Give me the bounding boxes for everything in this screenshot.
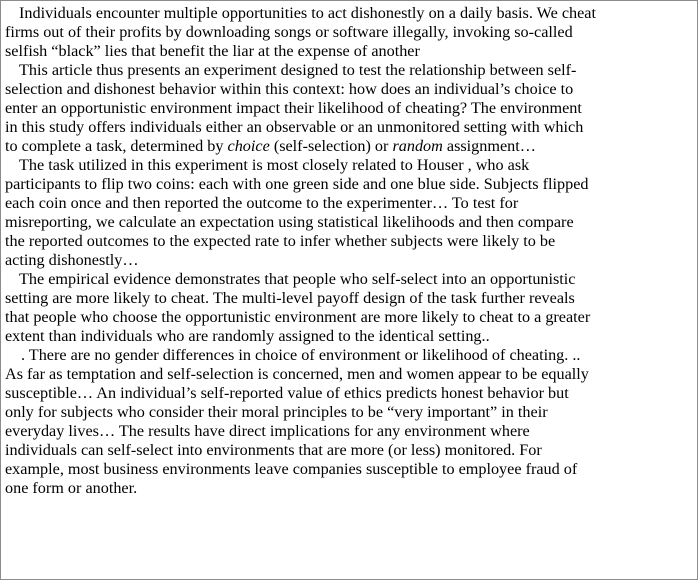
paragraph-4 [5, 270, 695, 346]
text-run: assignment… [442, 137, 536, 155]
paragraph-2 [5, 61, 695, 156]
text-line: selfish “black” lies that benefit the liar at the expense of another [5, 42, 420, 60]
text-line: The empirical evidence demonstrates that people who self-select into an opportunistic [19, 270, 576, 288]
text-line: only for subjects who consider their moral principles to be “very important” in their [5, 403, 548, 421]
text-line: selection and dishonest behavior within this context: how does an individual’s choice to [5, 80, 574, 98]
text-line: This article thus presents an experiment designed to test the relationship between self- [19, 61, 577, 79]
italic-random: random [392, 137, 443, 155]
text-line: example, most business environments leave companies susceptible to employee fraud of [5, 460, 578, 478]
text-line: in this study offers individuals either an observable or an unmonitored setting with which [5, 118, 584, 136]
paragraph-3 [5, 156, 695, 270]
text-line: the reported outcomes to the expected rate to infer whether subjects were likely to be [5, 232, 556, 250]
text-line: extent than individuals who are randomly assigned to the identical setting.. [5, 327, 490, 345]
text-line: The task utilized in this experiment is most closely related to Houser , who ask [19, 156, 530, 174]
text-line: that people who choose the opportunistic environment are more likely to cheat to a greater [5, 308, 591, 326]
text-line: enter an opportunistic environment impact their likelihood of cheating? The environment [5, 99, 582, 117]
text-line: each coin once and then reported the outcome to the experimenter… To test for [5, 194, 519, 212]
text-line: firms out of their profits by downloading songs or software illegally, invoking so-called [5, 23, 573, 41]
paragraph-1 [5, 4, 695, 61]
text-line: susceptible… An individual’s self-reported value of ethics predicts honest behavior but [5, 384, 569, 402]
text-run: (self-selection) or [269, 137, 393, 155]
text-line: As far as temptation and self-selection is concerned, men and women appear to be equally [5, 365, 589, 383]
text-line: Individuals encounter multiple opportunities to act dishonestly on a daily basis. We cheat [19, 4, 596, 22]
text-line: one form or another. [5, 479, 138, 497]
text-line: everyday lives… The results have direct implications for any environment where [5, 422, 530, 440]
text-line: individuals can self-select into environments that are more (or less) monitored. For [5, 441, 542, 459]
paragraph-5 [5, 346, 695, 498]
text-line: acting dishonestly… [5, 251, 139, 269]
text-line: participants to flip two coins: each with one green side and one blue side. Subjects flipped [5, 175, 589, 193]
document-body [5, 4, 695, 498]
text-line: . There are no gender differences in choice of environment or likelihood of cheating. .. [21, 346, 581, 364]
text-run: to complete a task, determined by [5, 137, 228, 155]
italic-choice: choice [227, 137, 270, 155]
text-line: misreporting, we calculate an expectation using statistical likelihoods and then compare [5, 213, 574, 231]
text-line [5, 137, 695, 156]
text-line: setting are more likely to cheat. The multi-level payoff design of the task further reveals [5, 289, 575, 307]
